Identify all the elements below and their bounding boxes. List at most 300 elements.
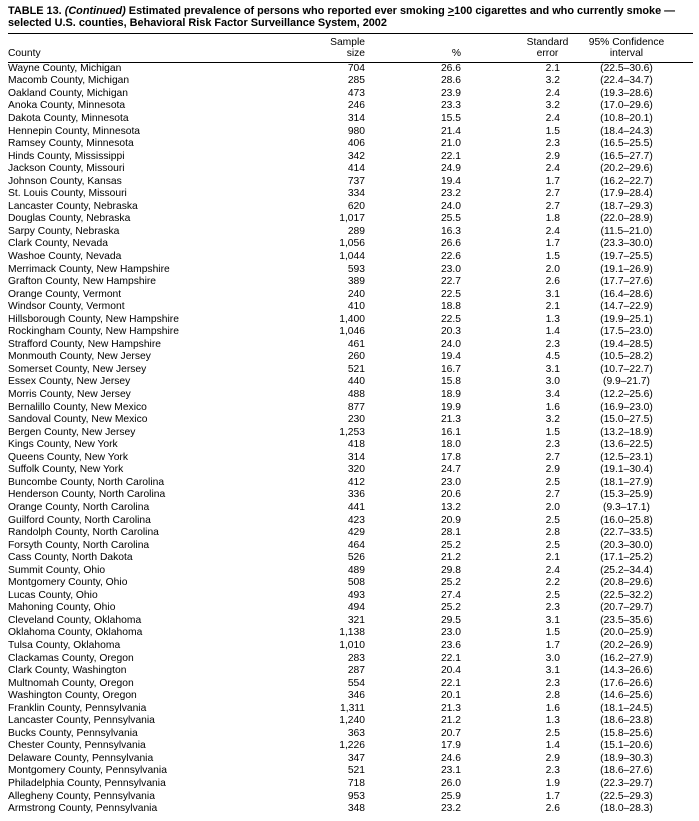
percent-cell: 22.5 xyxy=(440,313,461,325)
standard-error-cell: 2.4 xyxy=(545,225,560,237)
header-sample-label-top: Sample xyxy=(330,36,365,48)
confidence-interval-cell: (16.0–25.8) xyxy=(600,514,653,526)
county-cell: Delaware County, Pennsylvania xyxy=(8,752,154,764)
county-cell: St. Louis County, Missouri xyxy=(8,188,127,200)
sample-size-cell: 718 xyxy=(347,777,365,789)
county-cell: Hillsborough County, New Hampshire xyxy=(8,313,179,325)
standard-error-cell: 2.4 xyxy=(545,87,560,99)
table-row xyxy=(8,527,693,540)
county-cell: Rockingham County, New Hampshire xyxy=(8,326,179,338)
county-cell: Randolph County, North Carolina xyxy=(8,527,159,539)
standard-error-cell: 2.7 xyxy=(545,489,560,501)
confidence-interval-cell: (20.7–29.7) xyxy=(600,602,653,614)
greater-equal-symbol: > xyxy=(447,5,455,17)
table-row xyxy=(8,301,693,314)
standard-error-cell: 2.8 xyxy=(545,690,560,702)
table-row xyxy=(8,126,693,139)
percent-cell: 29.5 xyxy=(440,614,461,626)
standard-error-cell: 2.4 xyxy=(545,113,560,124)
confidence-interval-cell: (13.2–18.9) xyxy=(600,426,653,438)
table-row xyxy=(8,540,693,553)
confidence-interval-cell: (17.6–26.6) xyxy=(600,677,653,689)
sample-size-cell: 493 xyxy=(347,589,365,601)
sample-size-cell: 464 xyxy=(347,539,365,551)
county-cell: Essex County, New Jersey xyxy=(8,376,131,388)
sample-size-cell: 314 xyxy=(347,113,365,124)
county-cell: Bergen County, New Jersey xyxy=(8,426,136,438)
confidence-interval-cell: (17.1–25.2) xyxy=(600,552,653,564)
confidence-interval-cell: (16.2–27.9) xyxy=(600,652,653,664)
percent-cell: 15.8 xyxy=(440,376,461,388)
county-cell: Kings County, New York xyxy=(8,439,118,451)
percent-cell: 25.5 xyxy=(440,213,461,225)
county-cell: Merrimack County, New Hampshire xyxy=(8,263,170,275)
confidence-interval-cell: (20.8–29.6) xyxy=(600,577,653,589)
table-row xyxy=(8,489,693,502)
confidence-interval-cell: (14.6–25.6) xyxy=(600,690,653,702)
confidence-interval-cell: (15.8–25.6) xyxy=(600,727,653,739)
sample-size-cell: 704 xyxy=(347,62,365,74)
sample-size-cell: 1,311 xyxy=(339,702,365,714)
percent-cell: 22.7 xyxy=(440,276,461,288)
header-sample-label-bottom: size xyxy=(346,48,365,60)
county-cell: Lancaster County, Pennsylvania xyxy=(8,715,155,727)
confidence-interval-cell: (22.5–29.3) xyxy=(600,790,653,802)
percent-cell: 21.0 xyxy=(440,138,461,150)
standard-error-cell: 2.7 xyxy=(545,200,560,212)
header-se-label-top: Standard xyxy=(526,36,569,48)
percent-cell: 24.0 xyxy=(440,200,461,212)
sample-size-cell: 348 xyxy=(347,803,365,815)
sample-size-cell: 1,138 xyxy=(339,627,365,639)
confidence-interval-cell: (12.5–23.1) xyxy=(600,451,653,463)
confidence-interval-cell: (15.1–20.6) xyxy=(600,740,653,752)
confidence-interval-cell: (18.6–23.8) xyxy=(600,715,653,727)
county-cell: Macomb County, Michigan xyxy=(8,75,130,87)
col-header-county xyxy=(8,34,308,63)
county-cell: Oakland County, Michigan xyxy=(8,87,129,99)
county-cell: Hinds County, Mississippi xyxy=(8,150,125,162)
standard-error-cell: 2.3 xyxy=(545,765,560,777)
standard-error-cell: 4.5 xyxy=(545,351,560,363)
percent-cell: 27.4 xyxy=(440,589,461,601)
header-spacer xyxy=(8,37,308,49)
sample-size-cell: 406 xyxy=(347,138,365,150)
table-row xyxy=(8,765,693,778)
col-header-sample-size xyxy=(308,34,365,63)
county-cell: Clackamas County, Oregon xyxy=(8,652,134,664)
standard-error-cell: 2.3 xyxy=(545,439,560,451)
confidence-interval-cell: (22.3–29.7) xyxy=(600,777,653,789)
table-row xyxy=(8,439,693,452)
percent-cell: 25.2 xyxy=(440,539,461,551)
sample-size-cell: 1,056 xyxy=(339,238,365,250)
standard-error-cell: 2.1 xyxy=(545,62,560,74)
standard-error-cell: 2.2 xyxy=(545,577,560,589)
table-row xyxy=(8,176,693,189)
sample-size-cell: 342 xyxy=(347,150,365,162)
confidence-interval-cell: (22.0–28.9) xyxy=(600,213,653,225)
percent-cell: 23.2 xyxy=(440,188,461,200)
table-row xyxy=(8,728,693,741)
county-cell: Allegheny County, Pennsylvania xyxy=(8,790,155,802)
table-row xyxy=(8,389,693,402)
standard-error-cell: 1.3 xyxy=(545,715,560,727)
standard-error-cell: 2.6 xyxy=(545,803,560,815)
county-cell: Orange County, Vermont xyxy=(8,288,122,300)
table-row xyxy=(8,201,693,214)
county-cell: Chester County, Pennsylvania xyxy=(8,740,146,752)
percent-cell: 26.0 xyxy=(440,777,461,789)
sample-size-cell: 346 xyxy=(347,690,365,702)
table-row xyxy=(8,502,693,515)
confidence-interval-cell: (22.5–30.6) xyxy=(600,62,653,74)
table-row xyxy=(8,226,693,239)
confidence-interval-cell: (22.7–33.5) xyxy=(600,527,653,539)
standard-error-cell: 2.8 xyxy=(545,527,560,539)
title-text: Estimated prevalence of persons who reported ever smoking xyxy=(125,5,448,17)
table-row xyxy=(8,577,693,590)
confidence-interval-cell: (18.6–27.6) xyxy=(600,765,653,777)
sample-size-cell: 334 xyxy=(347,188,365,200)
sample-size-cell: 314 xyxy=(347,451,365,463)
sample-size-cell: 1,010 xyxy=(339,639,365,651)
table-row xyxy=(8,289,693,302)
table-row xyxy=(8,640,693,653)
county-cell: Summit County, Ohio xyxy=(8,564,106,576)
standard-error-cell: 1.7 xyxy=(545,639,560,651)
table-row xyxy=(8,314,693,327)
percent-cell: 23.3 xyxy=(440,100,461,112)
confidence-interval-cell: (9.9–21.7) xyxy=(603,376,650,388)
confidence-interval-cell: (18.1–24.5) xyxy=(600,702,653,714)
county-cell: Monmouth County, New Jersey xyxy=(8,351,151,363)
percent-cell: 21.2 xyxy=(440,552,461,564)
standard-error-cell: 1.3 xyxy=(545,313,560,325)
percent-cell: 16.3 xyxy=(440,225,461,237)
confidence-interval-cell: (9.3–17.1) xyxy=(603,501,650,513)
header-ci-label-bottom: interval xyxy=(609,48,644,60)
sample-size-cell: 1,226 xyxy=(339,740,365,752)
percent-cell: 22.6 xyxy=(440,251,461,263)
percent-cell: 28.1 xyxy=(440,527,461,539)
county-cell: Armstrong County, Pennsylvania xyxy=(8,803,158,815)
table-row xyxy=(8,364,693,377)
county-cell: Clark County, Nevada xyxy=(8,238,108,250)
table-row xyxy=(8,665,693,678)
confidence-interval-cell: (23.5–35.6) xyxy=(600,614,653,626)
sample-size-cell: 410 xyxy=(347,301,365,313)
county-cell: Suffolk County, New York xyxy=(8,464,124,476)
sample-size-cell: 461 xyxy=(347,338,365,350)
county-cell: Clark County, Washington xyxy=(8,665,127,677)
sample-size-cell: 440 xyxy=(347,376,365,388)
standard-error-cell: 2.5 xyxy=(545,727,560,739)
percent-cell: 22.1 xyxy=(440,150,461,162)
standard-error-cell: 2.0 xyxy=(545,263,560,275)
sample-size-cell: 494 xyxy=(347,602,365,614)
sample-size-cell: 521 xyxy=(347,363,365,375)
percent-cell: 18.0 xyxy=(440,439,461,451)
percent-cell: 18.8 xyxy=(440,301,461,313)
sample-size-cell: 1,240 xyxy=(339,715,365,727)
table-row xyxy=(8,678,693,691)
table-row xyxy=(8,427,693,440)
table-row xyxy=(8,351,693,364)
sample-size-cell: 1,253 xyxy=(339,426,365,438)
table-title-line2: selected U.S. counties, Behavioral Risk Factor Surveillance System, 2002 xyxy=(8,17,387,30)
county-cell: Montgomery County, Ohio xyxy=(8,577,128,589)
standard-error-cell: 1.6 xyxy=(545,401,560,413)
table-row xyxy=(8,464,693,477)
county-cell: Dakota County, Minnesota xyxy=(8,113,129,124)
county-cell: Mahoning County, Ohio xyxy=(8,602,116,614)
percent-cell: 20.4 xyxy=(440,665,461,677)
percent-cell: 24.0 xyxy=(440,338,461,350)
confidence-interval-cell: (10.8–20.1) xyxy=(600,113,653,124)
confidence-interval-cell: (17.7–27.6) xyxy=(600,276,653,288)
sample-size-cell: 441 xyxy=(347,501,365,513)
county-cell: Lancaster County, Nebraska xyxy=(8,200,138,212)
sample-size-cell: 285 xyxy=(347,75,365,87)
table-row xyxy=(8,213,693,226)
standard-error-cell: 2.4 xyxy=(545,564,560,576)
title-continued-label: (Continued) xyxy=(64,5,126,17)
standard-error-cell: 1.9 xyxy=(545,777,560,789)
standard-error-cell: 2.5 xyxy=(545,514,560,526)
county-cell: Grafton County, New Hampshire xyxy=(8,276,157,288)
table-row xyxy=(8,791,693,804)
percent-cell: 20.1 xyxy=(440,690,461,702)
standard-error-cell: 2.9 xyxy=(545,150,560,162)
standard-error-cell: 2.4 xyxy=(545,163,560,175)
county-cell: Windsor County, Vermont xyxy=(8,301,125,313)
confidence-interval-cell: (10.5–28.2) xyxy=(600,351,653,363)
header-se-label-bottom: error xyxy=(536,48,559,60)
sample-size-cell: 620 xyxy=(347,200,365,212)
standard-error-cell: 3.2 xyxy=(545,100,560,112)
standard-error-cell: 2.5 xyxy=(545,539,560,551)
county-cell: Queens County, New York xyxy=(8,451,129,463)
county-cell: Jackson County, Missouri xyxy=(8,163,125,175)
table-row xyxy=(8,264,693,277)
standard-error-cell: 3.1 xyxy=(545,363,560,375)
percent-cell: 19.4 xyxy=(440,175,461,187)
table-title-line1 xyxy=(8,5,693,17)
sample-size-cell: 508 xyxy=(347,577,365,589)
sample-size-cell: 260 xyxy=(347,351,365,363)
confidence-interval-cell: (20.2–26.9) xyxy=(600,639,653,651)
table-row xyxy=(8,151,693,164)
county-cell: Somerset County, New Jersey xyxy=(8,363,147,375)
percent-cell: 19.9 xyxy=(440,401,461,413)
confidence-interval-cell: (19.9–25.1) xyxy=(600,313,653,325)
percent-cell: 26.6 xyxy=(440,62,461,74)
sample-size-cell: 488 xyxy=(347,389,365,401)
table-row xyxy=(8,590,693,603)
confidence-interval-cell: (19.1–26.9) xyxy=(600,263,653,275)
header-spacer xyxy=(365,37,461,49)
header-percent-label: % xyxy=(451,48,461,60)
table-row xyxy=(8,778,693,791)
sample-size-cell: 240 xyxy=(347,288,365,300)
percent-cell: 22.1 xyxy=(440,652,461,664)
county-cell: Hennepin County, Minnesota xyxy=(8,125,141,137)
county-cell: Douglas County, Nebraska xyxy=(8,213,131,225)
sample-size-cell: 414 xyxy=(347,163,365,175)
percent-cell: 19.4 xyxy=(440,351,461,363)
percent-cell: 20.3 xyxy=(440,326,461,338)
county-cell: Anoka County, Minnesota xyxy=(8,100,126,112)
sample-size-cell: 473 xyxy=(347,87,365,99)
standard-error-cell: 3.2 xyxy=(545,414,560,426)
sample-size-cell: 389 xyxy=(347,276,365,288)
county-cell: Guilford County, North Carolina xyxy=(8,514,151,526)
confidence-interval-cell: (14.7–22.9) xyxy=(600,301,653,313)
table-row xyxy=(8,376,693,389)
standard-error-cell: 3.1 xyxy=(545,665,560,677)
standard-error-cell: 2.3 xyxy=(545,338,560,350)
confidence-interval-cell: (15.3–25.9) xyxy=(600,489,653,501)
standard-error-cell: 2.7 xyxy=(545,188,560,200)
standard-error-cell: 2.5 xyxy=(545,589,560,601)
county-cell: Johnson County, Kansas xyxy=(8,175,122,187)
sample-size-cell: 593 xyxy=(347,263,365,275)
county-cell: Forsyth County, North Carolina xyxy=(8,539,150,551)
confidence-interval-cell: (22.5–32.2) xyxy=(600,589,653,601)
standard-error-cell: 3.0 xyxy=(545,652,560,664)
sample-size-cell: 336 xyxy=(347,489,365,501)
confidence-interval-cell: (18.9–30.3) xyxy=(600,752,653,764)
percent-cell: 25.9 xyxy=(440,790,461,802)
sample-size-cell: 363 xyxy=(347,727,365,739)
table-row xyxy=(8,251,693,264)
sample-size-cell: 289 xyxy=(347,225,365,237)
sample-size-cell: 347 xyxy=(347,752,365,764)
table-row xyxy=(8,615,693,628)
percent-cell: 16.7 xyxy=(440,363,461,375)
confidence-interval-cell: (23.3–30.0) xyxy=(600,238,653,250)
confidence-interval-cell: (16.4–28.6) xyxy=(600,288,653,300)
confidence-interval-cell: (12.2–25.6) xyxy=(600,389,653,401)
sample-size-cell: 287 xyxy=(347,665,365,677)
standard-error-cell: 1.7 xyxy=(545,790,560,802)
confidence-interval-cell: (15.0–27.5) xyxy=(600,414,653,426)
confidence-interval-cell: (18.0–28.3) xyxy=(600,803,653,815)
table-row xyxy=(8,113,693,126)
percent-cell: 20.9 xyxy=(440,514,461,526)
standard-error-cell: 1.8 xyxy=(545,213,560,225)
county-cell: Henderson County, North Carolina xyxy=(8,489,166,501)
county-cell: Wayne County, Michigan xyxy=(8,62,122,74)
sample-size-cell: 321 xyxy=(347,614,365,626)
table-row xyxy=(8,402,693,415)
sample-size-cell: 320 xyxy=(347,464,365,476)
confidence-interval-cell: (16.5–25.5) xyxy=(600,138,653,150)
table-title xyxy=(8,5,693,34)
col-header-percent xyxy=(365,34,461,63)
standard-error-cell: 2.1 xyxy=(545,301,560,313)
county-cell: Cass County, North Dakota xyxy=(8,552,133,564)
standard-error-cell: 3.4 xyxy=(545,389,560,401)
county-cell: Philadelphia County, Pennsylvania xyxy=(8,777,166,789)
table-body xyxy=(8,62,693,815)
confidence-interval-cell: (17.5–23.0) xyxy=(600,326,653,338)
table-row xyxy=(8,653,693,666)
sample-size-cell: 877 xyxy=(347,401,365,413)
table-row xyxy=(8,627,693,640)
confidence-interval-cell: (16.5–27.7) xyxy=(600,150,653,162)
percent-cell: 23.6 xyxy=(440,639,461,651)
standard-error-cell: 1.5 xyxy=(545,251,560,263)
county-cell: Strafford County, New Hampshire xyxy=(8,338,161,350)
table-row xyxy=(8,238,693,251)
table-row xyxy=(8,163,693,176)
confidence-interval-cell: (18.1–27.9) xyxy=(600,476,653,488)
confidence-interval-cell: (10.7–22.7) xyxy=(600,363,653,375)
table-row xyxy=(8,138,693,151)
sample-size-cell: 412 xyxy=(347,476,365,488)
table-row xyxy=(8,326,693,339)
percent-cell: 23.0 xyxy=(440,476,461,488)
percent-cell: 23.0 xyxy=(440,627,461,639)
county-cell: Bucks County, Pennsylvania xyxy=(8,727,138,739)
table-row xyxy=(8,715,693,728)
standard-error-cell: 2.7 xyxy=(545,451,560,463)
percent-cell: 17.9 xyxy=(440,740,461,752)
table-row xyxy=(8,276,693,289)
table-row xyxy=(8,414,693,427)
confidence-interval-cell: (16.9–23.0) xyxy=(600,401,653,413)
standard-error-cell: 1.6 xyxy=(545,702,560,714)
percent-cell: 18.9 xyxy=(440,389,461,401)
confidence-interval-cell: (20.3–30.0) xyxy=(600,539,653,551)
standard-error-cell: 2.5 xyxy=(545,476,560,488)
percent-cell: 21.2 xyxy=(440,715,461,727)
sample-size-cell: 489 xyxy=(347,564,365,576)
percent-cell: 26.6 xyxy=(440,238,461,250)
sample-size-cell: 418 xyxy=(347,439,365,451)
county-cell: Sarpy County, Nebraska xyxy=(8,225,120,237)
table-row xyxy=(8,515,693,528)
confidence-interval-cell: (20.0–25.9) xyxy=(600,627,653,639)
standard-error-cell: 1.5 xyxy=(545,125,560,137)
standard-error-cell: 1.7 xyxy=(545,238,560,250)
table-row xyxy=(8,602,693,615)
table-row xyxy=(8,75,693,88)
percent-cell: 24.7 xyxy=(440,464,461,476)
sample-size-cell: 980 xyxy=(347,125,365,137)
standard-error-cell: 1.4 xyxy=(545,326,560,338)
county-cell: Cleveland County, Oklahoma xyxy=(8,614,142,626)
standard-error-cell: 2.3 xyxy=(545,602,560,614)
table-row xyxy=(8,188,693,201)
table-row xyxy=(8,740,693,753)
county-cell: Franklin County, Pennsylvania xyxy=(8,702,147,714)
standard-error-cell: 2.1 xyxy=(545,552,560,564)
table-row xyxy=(8,690,693,703)
sample-size-cell: 1,400 xyxy=(339,313,365,325)
confidence-interval-cell: (19.7–25.5) xyxy=(600,251,653,263)
confidence-interval-cell: (14.3–26.6) xyxy=(600,665,653,677)
percent-cell: 24.6 xyxy=(440,752,461,764)
table-row xyxy=(8,88,693,101)
percent-cell: 24.9 xyxy=(440,163,461,175)
confidence-interval-cell: (18.7–29.3) xyxy=(600,200,653,212)
standard-error-cell: 2.0 xyxy=(545,501,560,513)
county-cell: Lucas County, Ohio xyxy=(8,589,98,601)
sample-size-cell: 1,044 xyxy=(339,251,365,263)
